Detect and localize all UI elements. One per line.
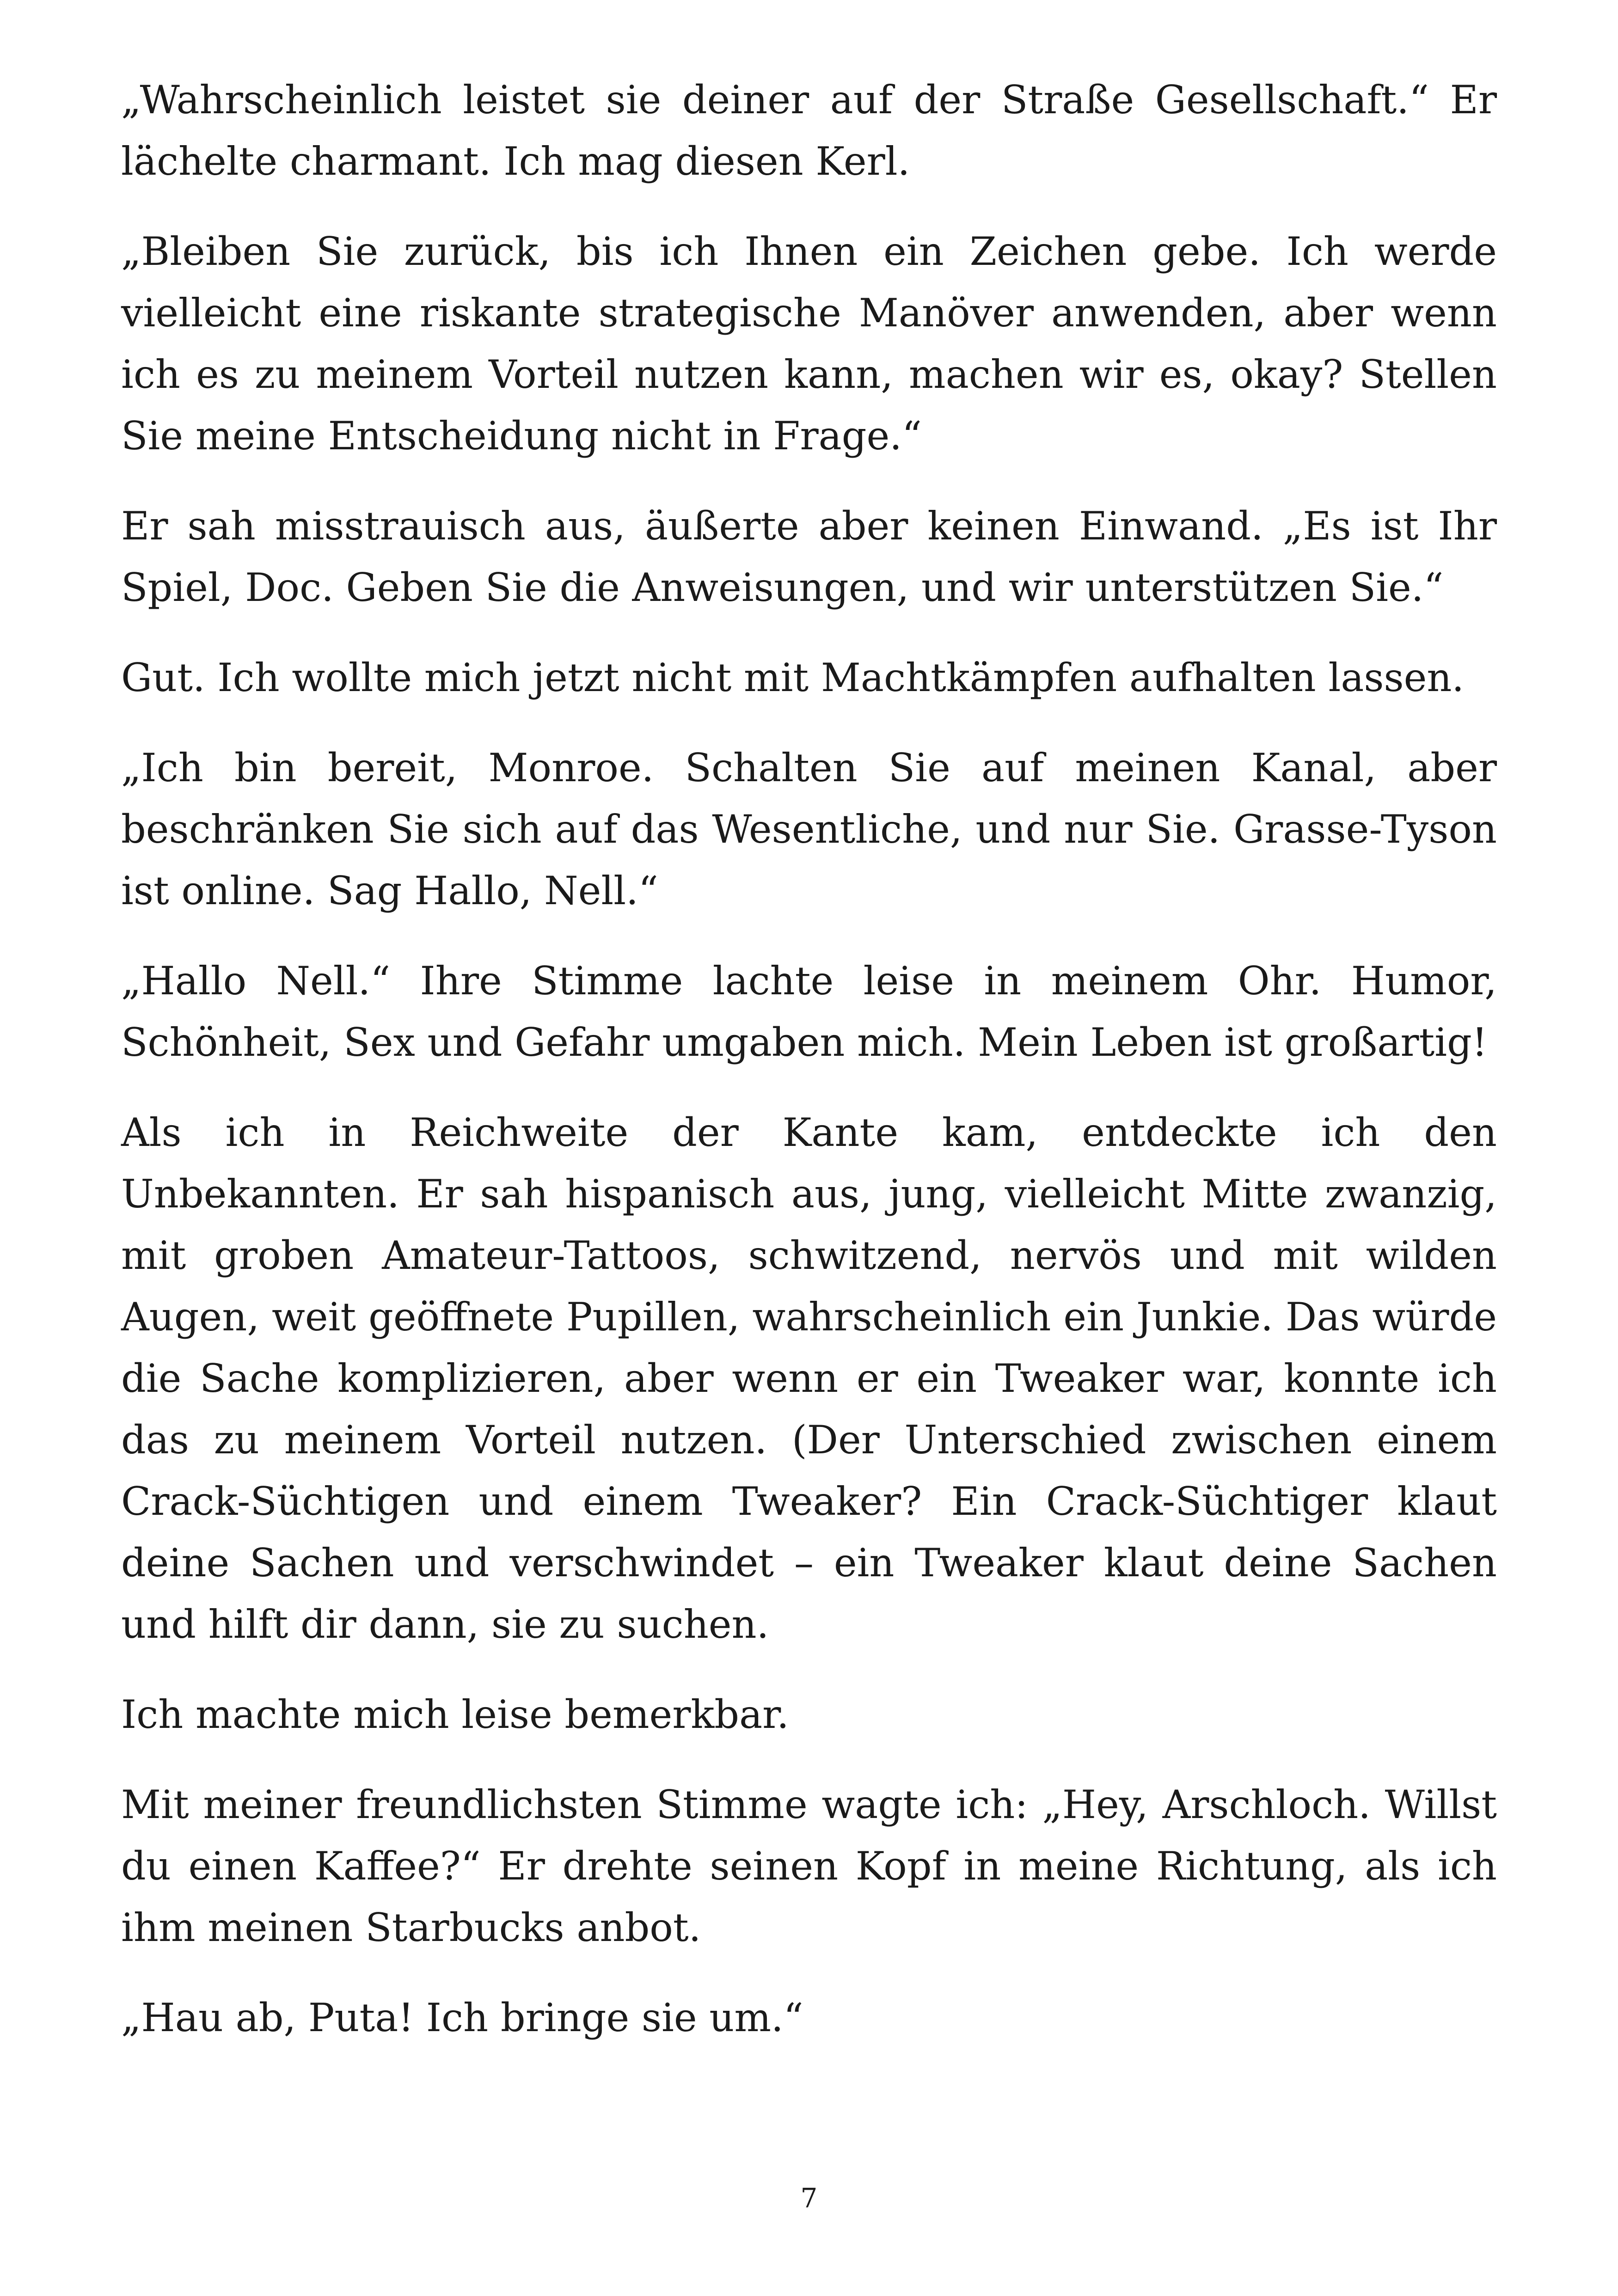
paragraph: Gut. Ich wollte mich jetzt nicht mit Machtkämpfen aufhalten lassen. xyxy=(121,655,1465,700)
paragraph: „Bleiben Sie zurück, bis ich Ihnen ein Zeichen gebe. Ich werde vielleicht eine riskante strategische Manöver anwenden, aber wenn ich es zu meinem Vorteil nutzen kann, machen wir es, okay? Stellen Sie meine Entscheidung nicht in Frage.“ xyxy=(121,229,1497,459)
page-number: 7 xyxy=(800,2182,818,2214)
paragraph: Ich machte mich leise bemerkbar. xyxy=(121,1692,789,1737)
paragraph: Als ich in Reichweite der Kante kam, entdeckte ich den Unbekannten. Er sah hispanisch aus, jung, vielleicht Mitte zwanzig, mit groben Amateur-Tattoos, schwitzend, nervös und mit wilden Augen, weit geöffnete Pupillen, wahrscheinlich ein Junkie. Das würde die Sache komplizieren, aber wenn er ein Tweaker war, konnte ich das zu meinem Vorteil nutzen. (Der Unterschied zwischen einem Crack-Süchtigen und einem Tweaker? Ein Crack-Süchtiger klaut deine Sachen und verschwindet – ein Tweaker klaut deine Sachen und hilft dir dann, sie zu suchen. xyxy=(121,1110,1497,1647)
paragraph: „Hallo Nell.“ Ihre Stimme lachte leise in meinem Ohr. Humor, Schönheit, Sex und Gefahr umgaben mich. Mein Leben ist großartig! xyxy=(121,958,1497,1065)
paragraph: Er sah misstrauisch aus, äußerte aber keinen Einwand. „Es ist Ihr Spiel, Doc. Geben Sie die Anweisungen, und wir unterstützen Sie.“ xyxy=(121,503,1497,610)
paragraph: „Ich bin bereit, Monroe. Schalten Sie auf meinen Kanal, aber beschränken Sie sich auf das Wesentliche, und nur Sie. Grasse-Tyson ist online. Sag Hallo, Nell.“ xyxy=(121,745,1497,913)
paragraph: Mit meiner freundlichsten Stimme wagte ich: „Hey, Arschloch. Willst du einen Kaffee?“ Er drehte seinen Kopf in meine Richtung, als ich ihm meinen Starbucks anbot. xyxy=(121,1782,1497,1950)
paragraph: „Wahrscheinlich leistet sie deiner auf der Straße Gesellschaft.“ Er lächelte charmant. Ich mag diesen Kerl. xyxy=(121,77,1497,184)
page-body xyxy=(121,69,1497,2077)
paragraph: „Hau ab, Puta! Ich bringe sie um.“ xyxy=(121,1995,803,2040)
